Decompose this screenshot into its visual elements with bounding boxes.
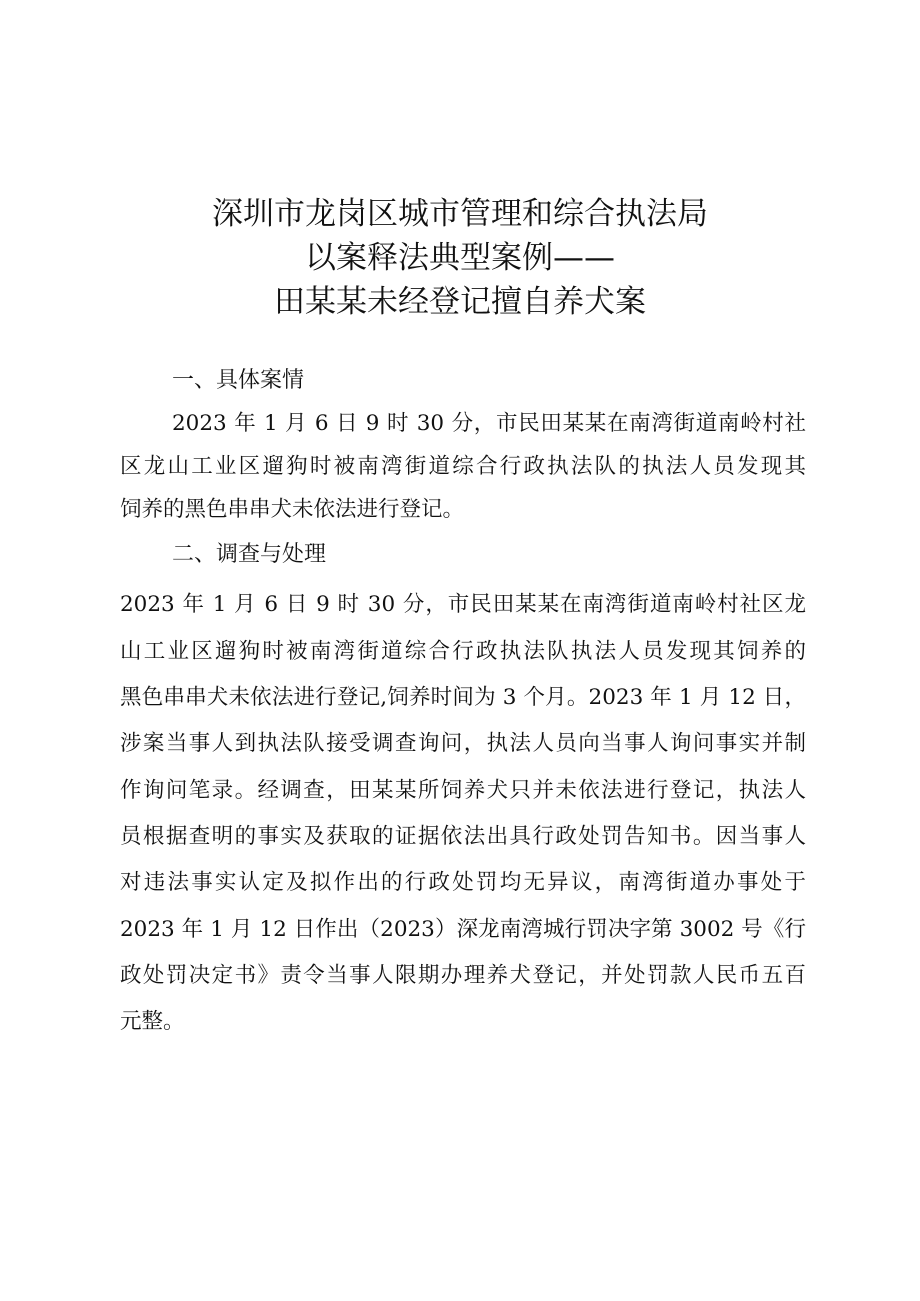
paragraph-line: 2023 年 1 月 12 日作出（2023）深龙南湾城行罚决字第 3002 号《行 [120,917,806,942]
paragraph-line: 区龙山工业区遛狗时被南湾街道综合行政执法队的执法人员发现其 [120,454,806,479]
paragraph-line: 2023 年 1 月 6 日 9 时 30 分，市民田某某在南湾街道南岭村社区龙 [120,592,806,617]
paragraph-line: 山工业区遛狗时被南湾街道综合行政执法队执法人员发现其饲养的 [120,639,806,664]
paragraph-line: 员根据查明的事实及获取的证据依法出具行政处罚告知书。因当事人 [120,824,806,849]
paragraph-line: 政处罚决定书》责令当事人限期办理养犬登记，并处罚款人民币五百 [120,963,806,988]
paragraph-line: 对违法事实认定及拟作出的行政处罚均无异议，南湾街道办事处于 [120,870,806,895]
paragraph-line: 涉案当事人到执法队接受调查询问，执法人员向当事人询问事实并制 [120,731,806,756]
section-heading-investigation: 二、调查与处理 [172,542,327,567]
title-line-3: 田某某未经登记擅自养犬案 [274,284,646,320]
title-line-1: 深圳市龙岗区城市管理和综合执法局 [212,196,708,232]
paragraph-line: 元整。 [120,1009,185,1034]
paragraph-line: 2023 年 1 月 6 日 9 时 30 分，市民田某某在南湾街道南岭村社 [172,411,806,436]
title-line-2: 以案释法典型案例—— [305,240,615,276]
paragraph-line: 黑色串串犬未依法进行登记,饲养时间为 3 个月。2023 年 1 月 12 日， [120,685,806,710]
paragraph-line: 饲养的黑色串串犬未依法进行登记。 [120,497,465,522]
paragraph-line: 作询问笔录。经调查，田某某所饲养犬只并未依法进行登记，执法人 [120,778,806,803]
document-title [0,192,920,324]
section-heading-case-details: 一、具体案情 [172,368,305,393]
